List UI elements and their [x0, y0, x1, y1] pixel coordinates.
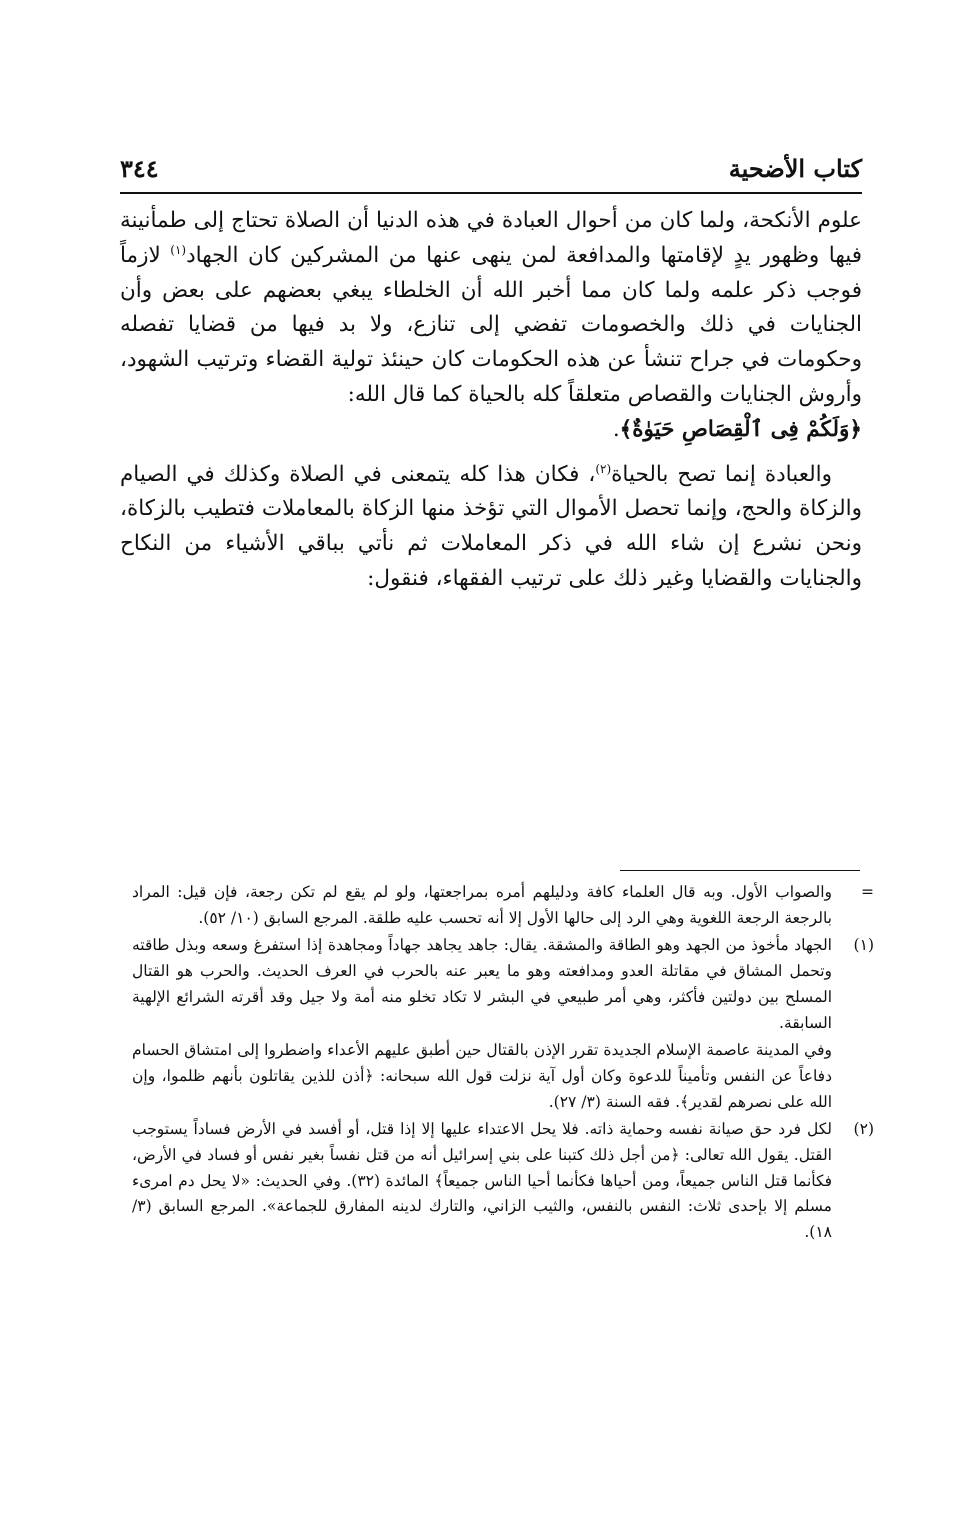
paragraph-1-end: .: [612, 416, 620, 442]
footnote-marker: (١): [853, 936, 874, 955]
book-page: [120, 150, 862, 597]
footnote-ref-2: (٢): [595, 461, 612, 476]
paragraph-1: [120, 204, 862, 448]
quran-verse: ﴿وَلَكُمْ فِى ٱلْقِصَاصِ حَيَوٰةٌ﴾: [619, 416, 862, 442]
paragraph-1-text-a: علوم الأنكحة، ولما كان من أحوال العبادة في هذه الدنيا أن الصلاة تحتاج إلى طمأنينة فيها وظهور يدٍ لإقامتها والمدافعة لمن ينهى عنها من المشركين كان الجهاد: [120, 208, 862, 268]
footnote-divider: [620, 870, 860, 871]
footnotes: [132, 880, 874, 1248]
footnote-text: لكل فرد حق صيانة نفسه وحماية ذاته. فلا يحل الاعتداء عليها إلا إذا قتل، أو أفسد في الأرض فساداً يستوجب القتل. يقول الله تعالى: ﴿من أجل ذلك كتبنا على بني إسرائيل أنه من قتل نفساً بغير نفس أو فساد في الأرض، فكأنما قتل الناس جميعاً، ومن أحياها فكأنما أحيا الناس جميعاً﴾ المائدة (٣٢). وفي الحديث: «لا يحل دم امرىء مسلم إلا بإحدى ثلاث: النفس بالنفس، والثيب الزاني، والتارك لدينه المفارق للجماعة». المرجع السابق (٣/ ١٨).: [132, 1120, 832, 1242]
footnote-text: والصواب الأول. وبه قال العلماء كافة ودليلهم أمره بمراجعتها، ولو لم يقع لم تكن رجعة، فإن قيل: المراد بالرجعة الرجعة اللغوية وهي الرد إلى حالها الأول إلا أنه تحسب عليه طلقة. المرجع السابق (١٠/ ٥٢).: [132, 883, 832, 927]
footnote-2: [132, 1117, 874, 1246]
page-header: [120, 150, 862, 194]
main-text: [120, 204, 862, 597]
footnote-marker: =: [861, 883, 874, 901]
footnote-text: وفي المدينة عاصمة الإسلام الجديدة تقرر الإذن بالقتال حين أطبق عليهم الأعداء واضطروا إلى امتشاق الحسام دفاعاً عن النفس وتأميناً للدعوة وكان أول آية نزلت قول الله سبحانه: ﴿أذن للذين يقاتلون بأنهم ظلموا، وإن الله على نصرهم لقدير﴾. فقه السنة (٣/ ٢٧).: [132, 1041, 832, 1111]
paragraph-2: [120, 458, 862, 597]
footnote-1: [132, 933, 874, 1115]
paragraph-2-text-a: والعبادة إنما تصح بالحياة: [611, 461, 832, 487]
chapter-title: كتاب الأضحية: [728, 154, 862, 183]
footnote-marker: (٢): [853, 1120, 874, 1139]
footnote-continued: [132, 880, 874, 931]
paragraph-1-text-b: لازماً فوجب ذكر علمه ولما كان مما أخبر الله أن الخلطاء يبغي بعضهم على بعض وأن الجنايات في ذلك والخصومات تفضي إلى تنازع، ولا بد فيها من قضايا تفصله وحكومات في جراح تنشأ عن هذه الحكومات كان حينئذ تولية القضاء وترتيب الشهود، وأروش الجنايات والقصاص متعلقاً كله بالحياة كما قال الله:: [120, 242, 862, 407]
paragraph-2-text-b: ، فكان هذا كله يتمعنى في الصلاة وكذلك في الصيام والزكاة والحج، وإنما تحصل الأموال التي تؤخذ منها الزكاة بالمعاملات فتطيب بالزكاة، ونحن نشرع إن شاء الله في ذكر المعاملات ثم نأتي بباقي الأشياء من النكاح والجنايات والقضايا وغير ذلك على ترتيب الفقهاء، فنقول:: [120, 461, 862, 591]
footnote-text: الجهاد مأخوذ من الجهد وهو الطاقة والمشقة. يقال: جاهد يجاهد جهاداً ومجاهدة إذا استفرغ وسعه وبذل طاقته وتحمل المشاق في مقاتلة العدو ومدافعته وهو ما يعبر عنه بالحرب في العرف الحديث. والحرب هو القتال المسلح بين دولتين فأكثر، وهي أمر طبيعي في البشر لا تكاد تخلو منه أمة ولا جيل وقد أقرته الشرائع الإلهية السابقة.: [132, 936, 832, 1032]
page-number: ٣٤٤: [120, 154, 159, 183]
footnote-ref-1: (١): [170, 242, 187, 257]
